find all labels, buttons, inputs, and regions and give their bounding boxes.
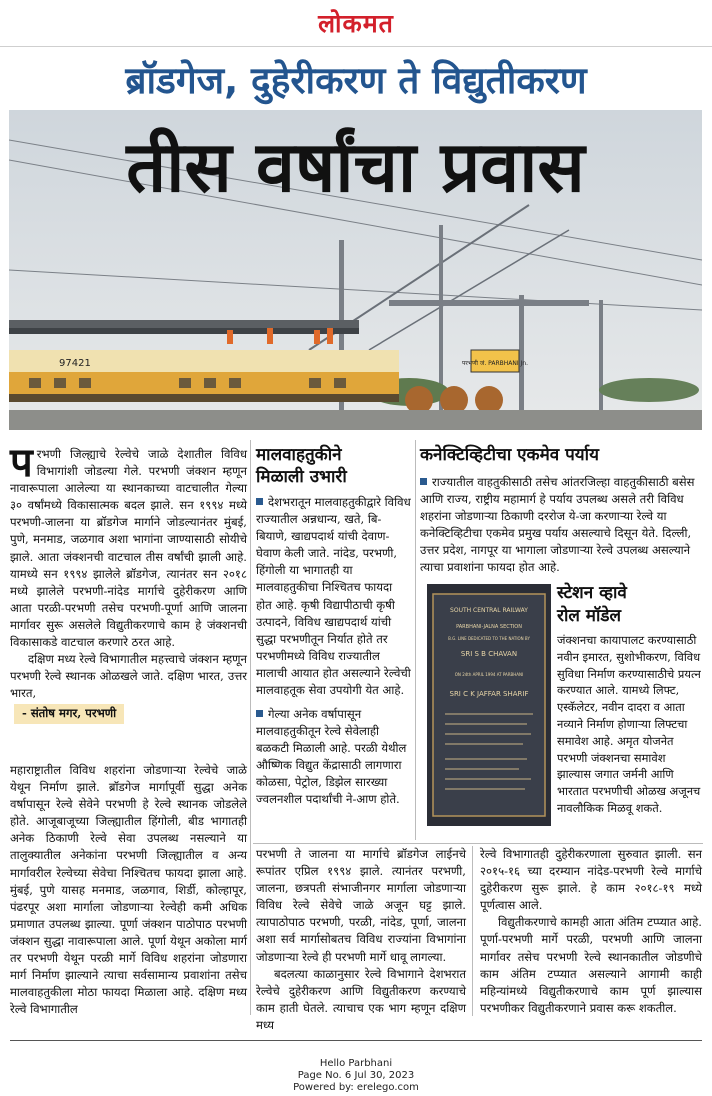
station-photo (9, 110, 702, 430)
plaque-line4: SRI S B CHAVAN (460, 650, 518, 658)
article-col1-top (10, 439, 247, 724)
freight-title-line2: मिळाली उभारी (256, 467, 347, 487)
bullet-square-icon (256, 710, 263, 717)
article-col3-para1: रेल्वे विभागातही दुहेरीकरणाला सुरुवात झाली. सन २०१५-१६ च्या दरम्यान नांदेड-परभणी रेल्वे मार्गाचे दुहेरीकरण सुरू झाले. हे काम २०१८-१९ मध्ये पूर्णत्वास आले. (480, 847, 702, 913)
article-col2-para1: परभणी ते जालना या मार्गाचे ब्रॉडगेज लाईनचे रूपांतर एप्रिल १९९४ झाले. त्यानंतर परभणी, जालना, छत्रपती संभाजीनगर मार्गाला जोडणाऱ्या विविध रेल्वे सेवेचे जाळे अजून घट्ट झाले. त्यापाठोपाठ परभणी, परळी, नांदेड, पूर्णा, जालना अशा सर्व मार्गासोबतच विविध राज्यांना विभागांना जोडणाऱ्या रेल्वे ही परभणी मार्गे धावू लागल्या. (256, 847, 466, 964)
freight-bullet2 (256, 706, 411, 809)
model-text: जंक्शनचा कायापालट करण्यासाठी नवीन इमारत, सुशोभीकरण, विविध सुविधा निर्माण करण्यासाठीचे प्रयत्न करण्यात आले. यामध्ये लिफ्ट, एस्कॅलेटर, नवीन दादरा व आता नव्याने निर्माण होणाऱ्या लिफ्टचा समावेश आहे. अमृत योजनेत परभणी जंक्शनचा समावेश झाल्यास जगात जर्मनी आणि भारतात परभणीची ओळख अजूनच नावलौकिक मिळवू शकते. (557, 633, 701, 815)
article-col2 (256, 846, 466, 1034)
column-divider (250, 440, 251, 1015)
freight-bullet2-text: गेल्या अनेक वर्षापासून मालवाहतुकीतून रेल्वे सेवेलाही बळकटी मिळाली आहे. परळी येथील औष्णिक विद्युत केंद्रासाठी लागणारा कोळसा, पेट्रोल, डिझेल सारख्या ज्वलनशील पदार्थांची ने-आण होते. (256, 707, 407, 807)
article-para1 (10, 439, 247, 651)
photo-title: तीस वर्षांचा प्रवास (126, 126, 585, 208)
article-col3-para2: विद्युतीकरणाचे कामही आता अंतिम टप्प्यात आहे. पूर्णा-परभणी मार्गे परळी, परभणी आणि जालना मार्गावर तसेच परभणी रेल्वे स्थानकातील जोडणीचे काम अंतिम टप्प्यात असल्याने आगामी काही महिन्यांमध्ये विद्युतीकरणाचे काम पूर्ण झाल्यास परभणीकर विद्युतीकरणाने प्रवास करू शकतील. (480, 915, 702, 1015)
freight-title-line1: मालवाहतुकीने (256, 445, 342, 465)
plaque-line5: ON 24th APRIL 1994 AT PARBHANI (454, 672, 524, 677)
headline: ब्रॉडगेज, दुहेरीकरण ते विद्युतीकरण (125, 59, 587, 102)
article-col3 (480, 846, 702, 1017)
model-title-line2: रोल मॉडेल (557, 606, 621, 626)
article-para1-text: रभणी जिल्ह्याचे रेल्वेचे जाळे देशातील विविध विभागांशी जोडल्या गेले. परभणी जंक्शन म्हणून नावारूपाला आलेल्या या स्थानकाच्या वाटचालीत गेल्या ३० वर्षांमध्ये विकासात्मक बदल झाले. सन १९९४ मध्ये परभणी-जालना या ब्रॉडगेज मार्गाने जोडल्यानंतर मुंबई, पुणे, मनमाड, जळगाव अशा भागांना जाण्यासाठी सोयीचे झाले. आता जंक्शनची वाटचाल तीस वर्षांची झाली आहे. यामध्ये सन १९९४ झालेले ब्रॉडगेज, त्यानंतर सन २०१८ मध्ये झालेले परभणी-नांदेड मार्गाचे दुहेरीकरण आणि आता परळी-परभणी तसेच परभणी-पूर्णा आणि जालना मार्गावर सुरू असलेले विद्युतीकरणाचे काम हे जंक्शनची विकासाकडे वाटचाल करणारे ठरत आहे. (10, 447, 247, 650)
plaque-line6: SRI C K JAFFAR SHARIF (449, 690, 529, 698)
footer-page-date: Page No. 6 Jul 30, 2023 (297, 1070, 415, 1081)
model-title (557, 582, 627, 628)
bullet-square-icon (256, 498, 263, 505)
plaque-line2: PARBHANI-JALNA SECTION (456, 624, 522, 630)
freight-title (256, 444, 347, 488)
column-divider (472, 846, 473, 1016)
footer-site: Hello Parbhani (319, 1058, 393, 1069)
inauguration-plaque-photo (427, 584, 551, 826)
station-board: परभणी जं. PARBHANI Jn. (461, 360, 529, 367)
article-para3: महाराष्ट्रातील विविध शहरांना जोडणाऱ्या रेल्वेचे जाळे येथून निर्माण झाले. ब्रॉडगेज मार्गापूर्वी सुद्धा अनेक वर्षापासून रेल्वे सेवेने परभणी हे रेल्वे स्थानक जोडलेले होते. आजूबाजूच्या जिल्ह्यातील हिंगोली, बीड भागातही अनेक ठिकाणी रेल्वे सेवा उपलब्ध नसल्याने या तालुक्यातील अनेकांना परभणी जिल्ह्यातील व अन्य मार्गावरील रेल्वेच्या सेवेचा निश्चितच फायदा झाला आहे. मुंबई, पुणे यासह मनमाड, जळगाव, शिर्डी, कोल्हापूर, पंढरपूर अशा मार्गाला जोडणाऱ्या रेल्वेही कमी अधिक प्रमाणात उपलब्ध झाल्या. पूर्णा जंक्शन पाठोपाठ परभणी जंक्शन सुद्धा नावारूपाला आले. पूर्णा येथून अकोला मार्ग तर परभणी येथून परळी मार्गे विविध शहरांना जोडणारा मार्ग निर्माण झाल्याने त्याचा सर्वसामान्य प्रवाशांना तसेच मालवाहतुकीला मोठा फायदा मिळाला आहे. दक्षिण मध्य रेल्वे विभागातील (10, 763, 247, 1017)
footer-rule (10, 1040, 702, 1041)
plaque-image (427, 584, 551, 826)
connectivity-bullet-text: राज्यातील वाहतुकीसाठी तसेच आंतरजिल्हा वाहतुकीसाठी बसेस आणि राज्य, राष्ट्रीय महामार्ग हे पर्याय उपलब्ध असले तरी विविध शहरांना जोडणाऱ्या ठिकाणी दररोज ये-जा करणाऱ्या रेल्वे या कनेक्टिव्हिटीचा एकमेव प्रमुख पर्याय असल्याचे दिसून येते. दिल्ली, उत्तर प्रदेश, नागपूर या भागाला जोडणाऱ्या रेल्वे उपलब्ध असल्याने त्याचा प्रवाशांना फायदा होत आहे. (420, 475, 695, 575)
bullet-square-icon (420, 478, 427, 485)
section-divider (253, 843, 703, 844)
footer-powered-by[interactable]: Powered by: erelego.com (293, 1082, 419, 1093)
freight-bullet1-text: देशभरातून मालवाहतुकीद्वारे विविध राज्यातील अन्नधान्य, खते, बि-बियाणे, खाद्यपदार्थ यांची देवाण-घेवाण केली जाते. नांदेड, परभणी, हिंगोली या भागातही या मालवाहतुकीचा निश्चितच फायदा होत आहे. कृषी विद्यापीठाची कृषी उत्पादने, विविध खाद्यपदार्थ यांची सुद्धा परभणीतून निर्यात होते तर परभणीमध्ये विविध राज्यातील मालाची आयात होत असल्याने रेल्वेची मालवाहतूक सेवा उपयोगी येत आहे. (256, 495, 411, 698)
connectivity-title: कनेक्टिव्हिटीचा एकमेव पर्याय (420, 445, 599, 465)
plaque-line3: B.G. LINE DEDICATED TO THE NATION BY (448, 636, 530, 641)
coach-number: 97421 (59, 358, 91, 369)
model-title-line1: स्टेशन व्हावे (557, 583, 627, 603)
connectivity-bullet (420, 474, 700, 577)
byline: - संतोष मगर, परभणी (14, 704, 124, 723)
masthead (0, 0, 712, 47)
article-col2-para2: बदलत्या काळानुसार रेल्वे विभागाने देशभरात रेल्वेचे दुहेरीकरण आणि विद्युतीकरण करण्याचे काम हाती घेतले. त्याचाच एक भाग म्हणून दक्षिण मध्य (256, 966, 466, 1032)
plaque-line1: SOUTH CENTRAL RAILWAY (450, 607, 528, 614)
freight-bullet1 (256, 494, 411, 699)
column-divider (415, 440, 416, 840)
article-para2: दक्षिण मध्य रेल्वे विभागातील महत्त्वाचे जंक्शन म्हणून परभणी रेल्वे स्थानक ओळखले जाते. दक्षिण भारत, उत्तर भारत, (10, 652, 247, 701)
drop-cap: प (10, 439, 33, 486)
newspaper-logo[interactable]: लोकमत (318, 9, 394, 38)
article-col1-bottom (10, 762, 247, 1018)
